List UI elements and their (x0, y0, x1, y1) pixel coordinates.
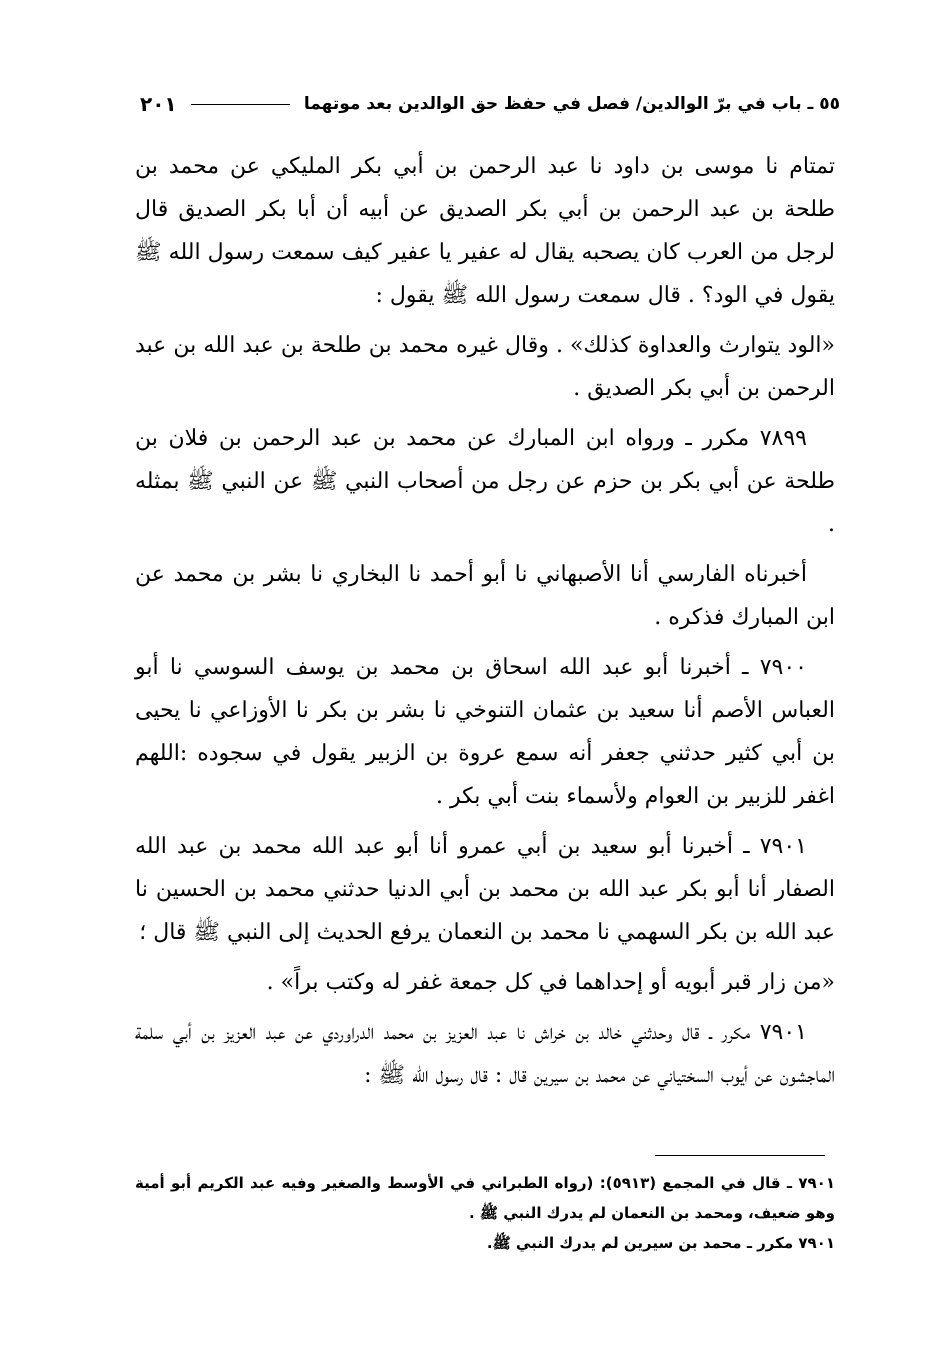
paragraph-hadith-wudd: «الود يتوارث والعداوة كذلك» . وقال غيره محمد بن طلحة بن عبد الله بن عبد الرحمن بن أبي بكر الصديق . (135, 333, 835, 401)
page-number: ٢٠١ (140, 92, 177, 116)
header-rule (191, 104, 290, 105)
paragraph-akhbaranahu: أخبرناه الفارسي أنا الأصبهاني نا أبو أحمد نا البخاري نا بشر بن محمد عن ابن المبارك فذكره . (135, 562, 835, 630)
page-header (140, 86, 840, 122)
paragraph-tamtam: تمتام نا موسى بن داود نا عبد الرحمن بن أبي بكر المليكي عن محمد بن طلحة بن عبد الرحمن بن أبي بكر الصديق عن أبيه أن أبا بكر الصديق قال لرجل من العرب كان يصحبه يقال له عفير يا عفير كيف سمعت رسول الله ﷺ يقول في الود؟ . قال سمعت رسول الله ﷺ يقول : (135, 154, 835, 308)
paragraph-7899-mukarrar: ٧٨٩٩ مكرر ـ ورواه ابن المبارك عن محمد بن عبد الرحمن بن فلان بن طلحة عن أبي بكر بن حزم عن رجل من أصحاب النبي ﷺ عن النبي ﷺ بمثله . (135, 426, 835, 537)
footnote-7901: ٧٩٠١ ـ قال في المجمع (٥٩١٣): (رواه الطبراني في الأوسط والصغير وفيه عبد الكريم أبو أمية وهو ضعيف، ومحمد بن النعمان لم يدرك النبي ﷺ . (135, 1174, 835, 1222)
main-text (135, 145, 835, 1104)
footnote-7901-mukarrar: ٧٩٠١ مكرر ـ محمد بن سيرين لم يدرك النبي ﷺ. (486, 1234, 835, 1252)
footnote-separator (655, 1155, 825, 1156)
paragraph-7900: ٧٩٠٠ ـ أخبرنا أبو عبد الله اسحاق بن محمد بن يوسف السوسي نا أبو العباس الأصم أنا سعيد بن عثمان التنوخي نا بشر بن بكر نا الأوزاعي نا يحيى بن أبي كثير حدثني جعفر أنه سمع عروة بن الزبير يقول في سجوده :اللهم اغفر للزبير بن العوام ولأسماء بنت أبي بكر . (135, 655, 835, 809)
paragraph-7901: ٧٩٠١ ـ أخبرنا أبو سعيد بن أبي عمرو أنا أبو عبد الله محمد بن عبد الله الصفار أنا أبو بكر عبد الله بن محمد بن أبي الدنيا حدثني محمد بن الحسين نا عبد الله بن بكر السهمي نا محمد بن النعمان يرفع الحديث إلى النبي ﷺ قال ؛ (135, 834, 835, 945)
paragraph-hadith-ziyara: «من زار قبر أبويه أو إحداهما في كل جمعة غفر له وكتب براً» . (266, 970, 835, 995)
footnotes (135, 1168, 835, 1258)
chapter-title: ٥٥ ـ باب في برّ الوالدين/ فصل في حفظ حق الوالدين بعد موتهما (303, 94, 840, 114)
paragraph-7901-mukarrar: ٧٩٠١ مكرر ـ قال وحدثني خالد بن خراش نا عبد العزيز بن محمد الدراوردي عن عبد العزيز بن أبي سلمة الماجشون عن أيوب السختياني عن محمد بن سيرين قال : قال رسول الله ﷺ : (135, 1020, 835, 1088)
